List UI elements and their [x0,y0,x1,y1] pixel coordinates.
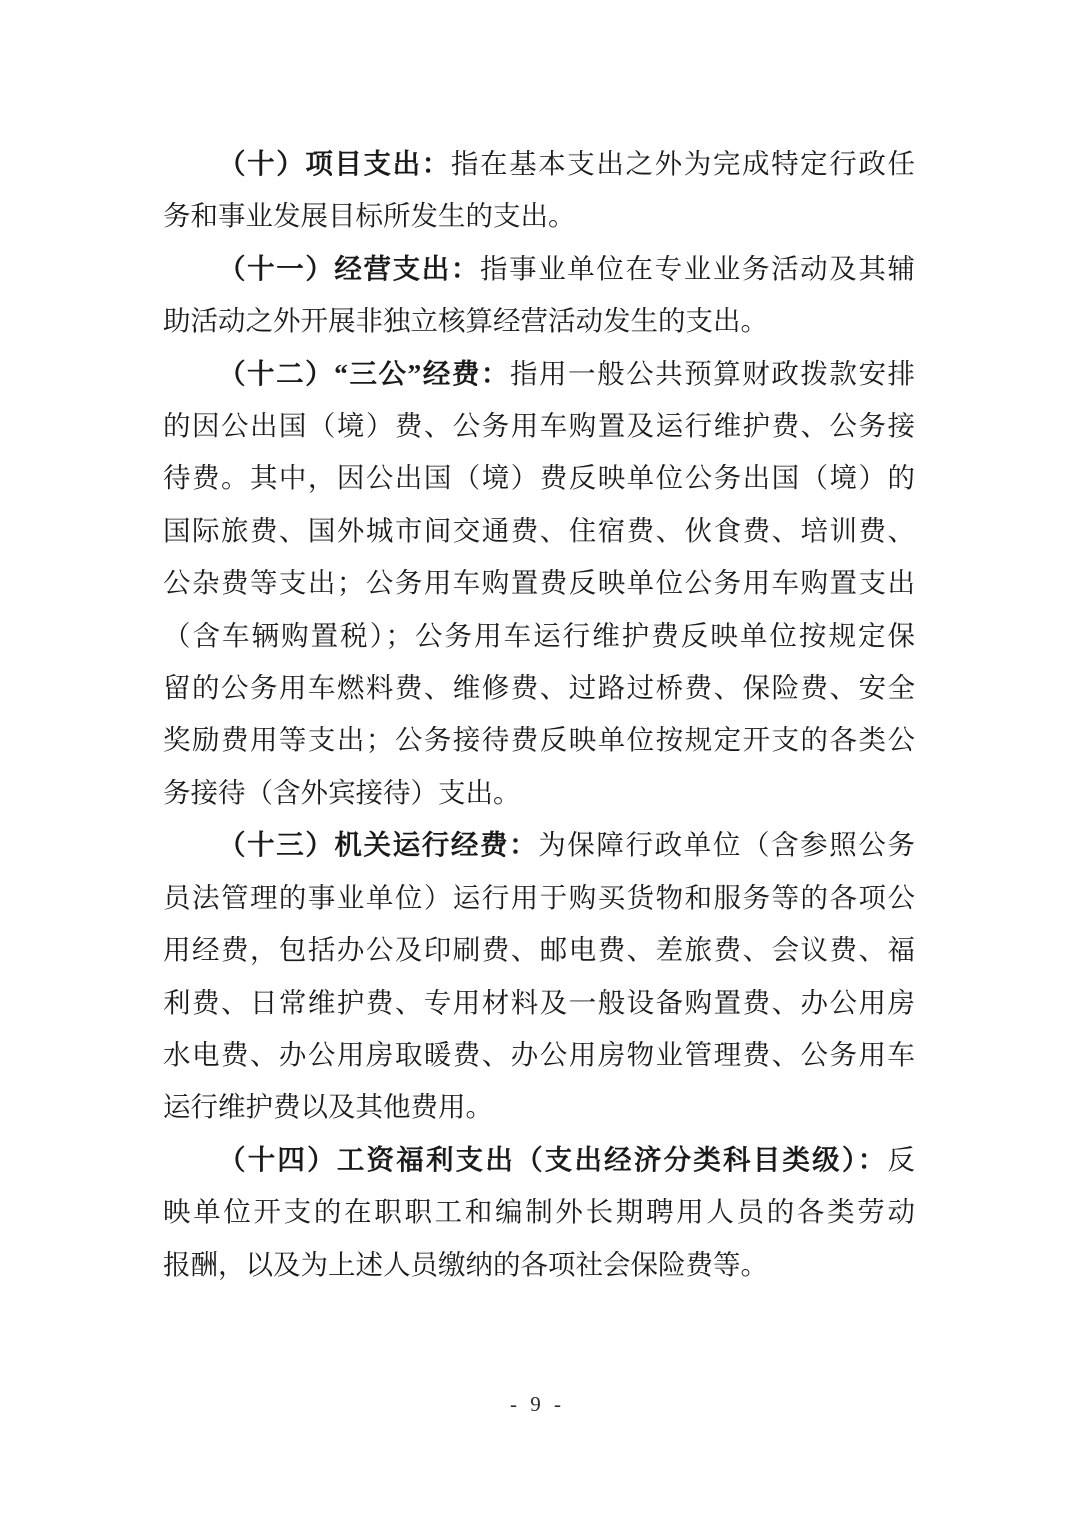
line-text: 务和事业发展目标所发生的支出。 [163,200,576,232]
line-text: 公杂费等支出；公务用车购置费反映单位公务用车购置支出 [163,567,915,599]
text-line [163,243,915,295]
paragraph [163,1134,915,1291]
line-text: 运行维护费以及其他费用。 [163,1091,493,1123]
line-text: 务接待（含外宾接待）支出。 [163,776,521,808]
line-text: 员法管理的事业单位）运行用于购买货物和服务等的各项公 [163,881,915,913]
line-text: 指在基本支出之外为完成特定行政任 [450,148,916,179]
text-line [163,452,915,504]
text-line [163,348,915,400]
text-line [163,610,915,662]
text-line [163,505,915,557]
line-text: 待费。其中，因公出国（境）费反映单位公务出国（境）的 [163,462,915,494]
text-line [163,1134,915,1186]
line-text: 反 [887,1143,915,1175]
text-line [163,1239,915,1291]
line-text: 报酬，以及为上述人员缴纳的各项社会保险费等。 [163,1248,768,1280]
line-text: 映单位开支的在职职工和编制外长期聘用人员的各类劳动 [163,1196,915,1228]
line-text: （含车辆购置税）；公务用车运行维护费反映单位按规定保 [163,619,915,651]
document-body [163,138,915,1291]
text-line [163,714,915,766]
line-text: 为保障行政单位（含参照公务 [538,829,916,861]
line-text: 的因公出国（境）费、公务用车购置及运行维护费、公务接 [163,410,915,442]
text-line [163,924,915,976]
text-line [163,872,915,924]
line-text: 指用一般公共预算财政拨款安排 [509,357,916,389]
text-line [163,295,915,347]
line-text: 用经费，包括办公及印刷费、邮电费、差旅费、会议费、福 [163,934,915,966]
text-line [163,190,915,242]
paragraph [163,243,915,348]
line-text: 留的公务用车燃料费、维修费、过路过桥费、保险费、安全 [163,672,915,704]
line-text: 奖励费用等支出；公务接待费反映单位按规定开支的各类公 [163,724,915,756]
term-label: （十二）“三公”经费： [218,357,510,389]
text-line [163,1081,915,1133]
term-label: （十四）工资福利支出（支出经济分类科目类级）： [218,1143,888,1175]
line-text: 利费、日常维护费、专用材料及一般设备购置费、办公用房 [163,986,915,1018]
text-line [163,977,915,1029]
text-line [163,819,915,871]
line-text: 助活动之外开展非独立核算经营活动发生的支出。 [163,305,768,337]
line-text: 国际旅费、国外城市间交通费、住宿费、伙食费、培训费、 [163,514,915,546]
term-label: （十一）经营支出： [218,252,480,284]
paragraph [163,819,915,1133]
page-number: - 9 - [510,1392,565,1416]
term-label: （十三）机关运行经费： [218,829,539,861]
term-label: （十）项目支出： [218,148,451,179]
line-text: 指事业单位在专业业务活动及其辅 [479,252,916,284]
text-line [163,1029,915,1081]
text-line [163,557,915,609]
text-line [163,1186,915,1238]
text-line [163,662,915,714]
page-footer [0,1392,1075,1417]
text-line [163,767,915,819]
paragraph [163,138,915,243]
text-line [163,138,915,190]
text-line [163,400,915,452]
paragraph [163,348,915,820]
line-text: 水电费、办公用房取暖费、办公用房物业管理费、公务用车 [163,1038,915,1070]
